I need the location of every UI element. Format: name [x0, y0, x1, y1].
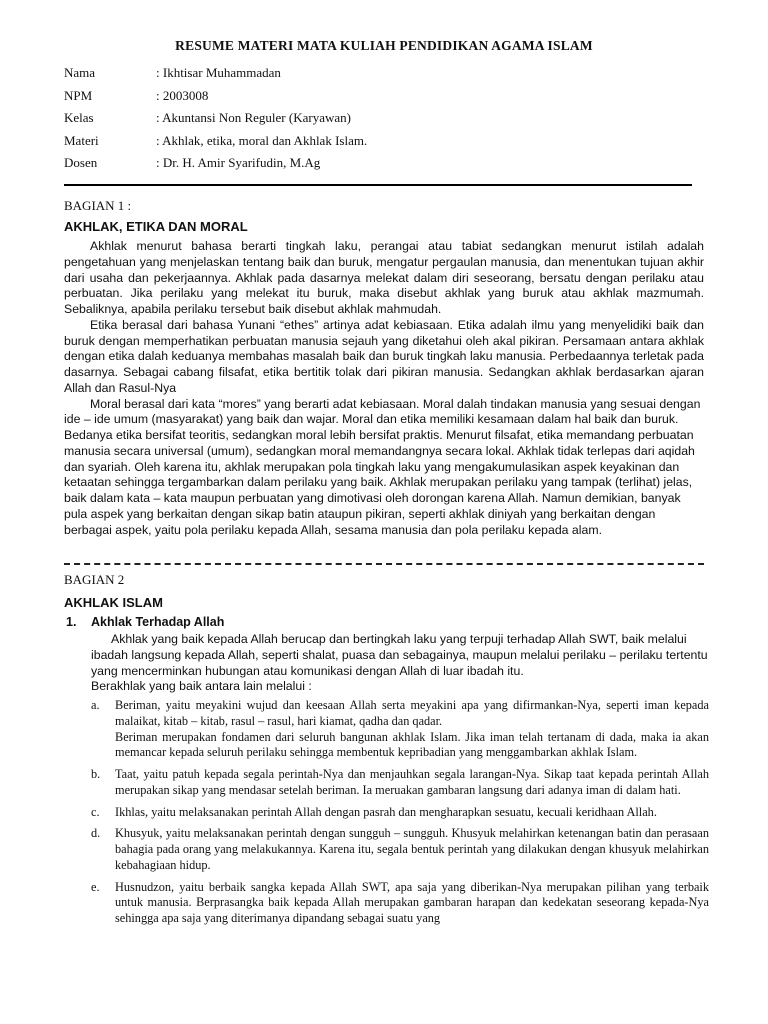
intro-lead: Berakhlak yang baik antara lain melalui :	[91, 679, 312, 694]
info-label: NPM	[64, 87, 93, 103]
paragraph-moral: Moral berasal dari kata “mores” yang berarti adat kebiasaan. Moral dalah tindakan manusia yang sesuai dengan ide – ide umum (masyarakat) yang baik dan wajar. Moral dan etika memiliki kesamaan dalam hal baik dan buruk. Bedanya etika bersifat teoritis, sedangkan moral lebih bersifat praktis. Menurut filsafat, etika memandang perbuatan manusia secara universal (umum), sedangkan moral memandangnya secara lokal. Akhlak tidak terlepas dari aqidah dan syariah. Oleh karena itu, akhlak merupakan pola tingkah laku yang mengakumulasikan aspek keyakinan dan ketaatan sehingga tergambarkan dalam perilaku yang baik. Akhlak merupakan perilaku yang tampak (terlihat) jelas, baik dalam kata – kata maupun perbuatan yang dimotivasi oleh dorongan karena Allah. Namun demikian, banyak pula aspek yang berkaitan dengan sikap batin ataupun pikiran, seperti akhlak diniyah yang berkaitan dengan berbagai aspek, yaitu pola perilaku kepada Allah, sesama manusia dan pola perilaku kepada alam.	[64, 396, 701, 537]
list-item-text: Khusyuk, yaitu melaksanakan perintah dengan sungguh – sungguh. Khusyuk melahirkan ketenangan batin dan perasaan bahagia pada orang yang melakukannya. Karena itu, segala bentuk perintah yang dilakukan dengan khusyuk melahirkan kebahagiaan hidup.	[115, 826, 709, 872]
subsection-heading	[66, 615, 224, 629]
info-row-npm	[64, 85, 704, 108]
list-marker: d.	[91, 826, 101, 841]
info-label: Nama	[64, 65, 96, 80]
info-value: : 2003008	[156, 87, 209, 103]
paragraph-etika: Etika berasal dari bahasa Yunani “ethes” artinya adat kebiasaan. Etika adalah ilmu yang menyelidiki baik dan buruk dengan memperhatikan perbuatan manusia sejauh yang diketahui oleh akal pikiran. Persamaan antara akhlak dengan etika dalah keduanya membahas masalah baik dan buruk tingkah laku manusia. Perbedaannya terletak pada dasarnya. Sebagai cabang filsafat, etika bertitik tolak dari pikiran manusia. Sedangkan akhlak berdasarkan ajaran Allah dan Rasul-Nya	[64, 317, 704, 395]
list-item-extra: Beriman merupakan fondamen dari seluruh bangunan akhlak Islam. Jika iman telah tertanam di dada, maka ia akan memancar kepada seluruh perilaku sehingga membentuk kepribadian yang menggambarkan akhlak Islam.	[115, 729, 709, 760]
list-marker: b.	[91, 767, 101, 781]
info-value: : Akhlak, etika, moral dan Akhlak Islam.	[156, 132, 368, 148]
paragraph-akhlak: Akhlak menurut bahasa berarti tingkah laku, perangai atau tabiat sedangkan menurut istilah adalah pengetahuan yang menjelaskan tentang baik dan buruk, mengatur pergaulan manusia, dan menentukan tujuan akhir dari usaha dan pekerjaannya. Akhlak pada dasarnya melekat dalam diri seseorang, bersatu dengan perilaku atau perbuatan. Jika perilaku yang melekat itu buruk, maka disebut akhlak yang buruk atau akhlak mazmumah. Sebaliknya, apabila perilaku tersebut baik disebut akhlak mahmudah.	[64, 239, 704, 316]
list-marker: e.	[91, 879, 100, 894]
section-heading-akhlak-etika-moral: AKHLAK, ETIKA DAN MORAL	[64, 219, 248, 234]
info-value: : Dr. H. Amir Syarifudin, M.Ag	[156, 155, 321, 171]
info-row-nama	[64, 62, 704, 85]
list-item	[91, 805, 709, 821]
info-label: Kelas	[64, 110, 94, 126]
section-label-bagian-2: BAGIAN 2	[64, 572, 125, 587]
header-divider	[64, 184, 692, 186]
info-value: : Ikhtisar Muhammadan	[156, 65, 281, 80]
list-item	[91, 767, 709, 799]
list-item-text: Beriman, yaitu meyakini wujud dan keesaan Allah serta meyakini apa yang difirmankan-Nya, seperti iman kepada malaikat, kitab – kitab, rasul – rasul, hari kiamat, qadha dan qadar.	[115, 698, 709, 728]
akhlak-list	[91, 698, 709, 933]
list-item-text: Taat, yaitu patuh kepada segala perintah-Nya dan menjauhkan segala larangan-Nya. Sikap taat kepada perintah Allah merupakan sikap yang mendasar setelah beriman. Ia meruakan gambaran langsung dari adanya iman di dalam hati.	[115, 767, 709, 797]
list-item	[91, 880, 709, 927]
section-divider	[64, 563, 704, 565]
list-marker: c.	[91, 804, 100, 819]
section-heading-akhlak-islam: AKHLAK ISLAM	[64, 595, 163, 610]
list-item-text: Ikhlas, yaitu melaksanakan perintah Allah dengan pasrah dan mengharapkan sesuatu, kecuali keridhaan Allah.	[115, 804, 657, 819]
section-label-bagian-1: BAGIAN 1 :	[64, 198, 132, 213]
list-item	[91, 698, 709, 761]
info-row-kelas	[64, 107, 704, 130]
info-value: : Akuntansi Non Reguler (Karyawan)	[156, 110, 351, 126]
student-info	[64, 62, 704, 175]
section-1-body	[64, 239, 704, 538]
list-item	[91, 826, 709, 873]
info-row-dosen	[64, 152, 704, 175]
intro-paragraph: Akhlak yang baik kepada Allah berucap dan bertingkah laku yang terpuji terhadap Allah SWT, baik melalui ibadah langsung kepada Allah, seperti shalat, puasa dan sebagainya, maupun melalui perilaku – perilaku tertentu yang mencerminkan hubungan atau komunikasi dengan Allah di luar ibadah itu.	[91, 632, 708, 678]
info-row-materi	[64, 130, 704, 153]
info-label: Materi	[64, 132, 99, 148]
subsection-number: 1.	[66, 615, 77, 629]
list-marker: a.	[91, 698, 100, 712]
document-title: RESUME MATERI MATA KULIAH PENDIDIKAN AGAMA ISLAM	[175, 38, 593, 53]
info-label: Dosen	[64, 155, 98, 171]
subsection-title: Akhlak Terhadap Allah	[91, 615, 225, 629]
subsection-intro	[91, 632, 709, 695]
list-item-text: Husnudzon, yaitu berbaik sangka kepada Allah SWT, apa saja yang diberikan-Nya merupakan pilihan yang terbaik untuk manusia. Berprasangka baik kepada Allah merupakan gambaran harapan dan kedekatan seseorang kepada-Nya sehingga apa saja yang diterimanya dipandang sebagai suatu yang	[115, 879, 709, 925]
